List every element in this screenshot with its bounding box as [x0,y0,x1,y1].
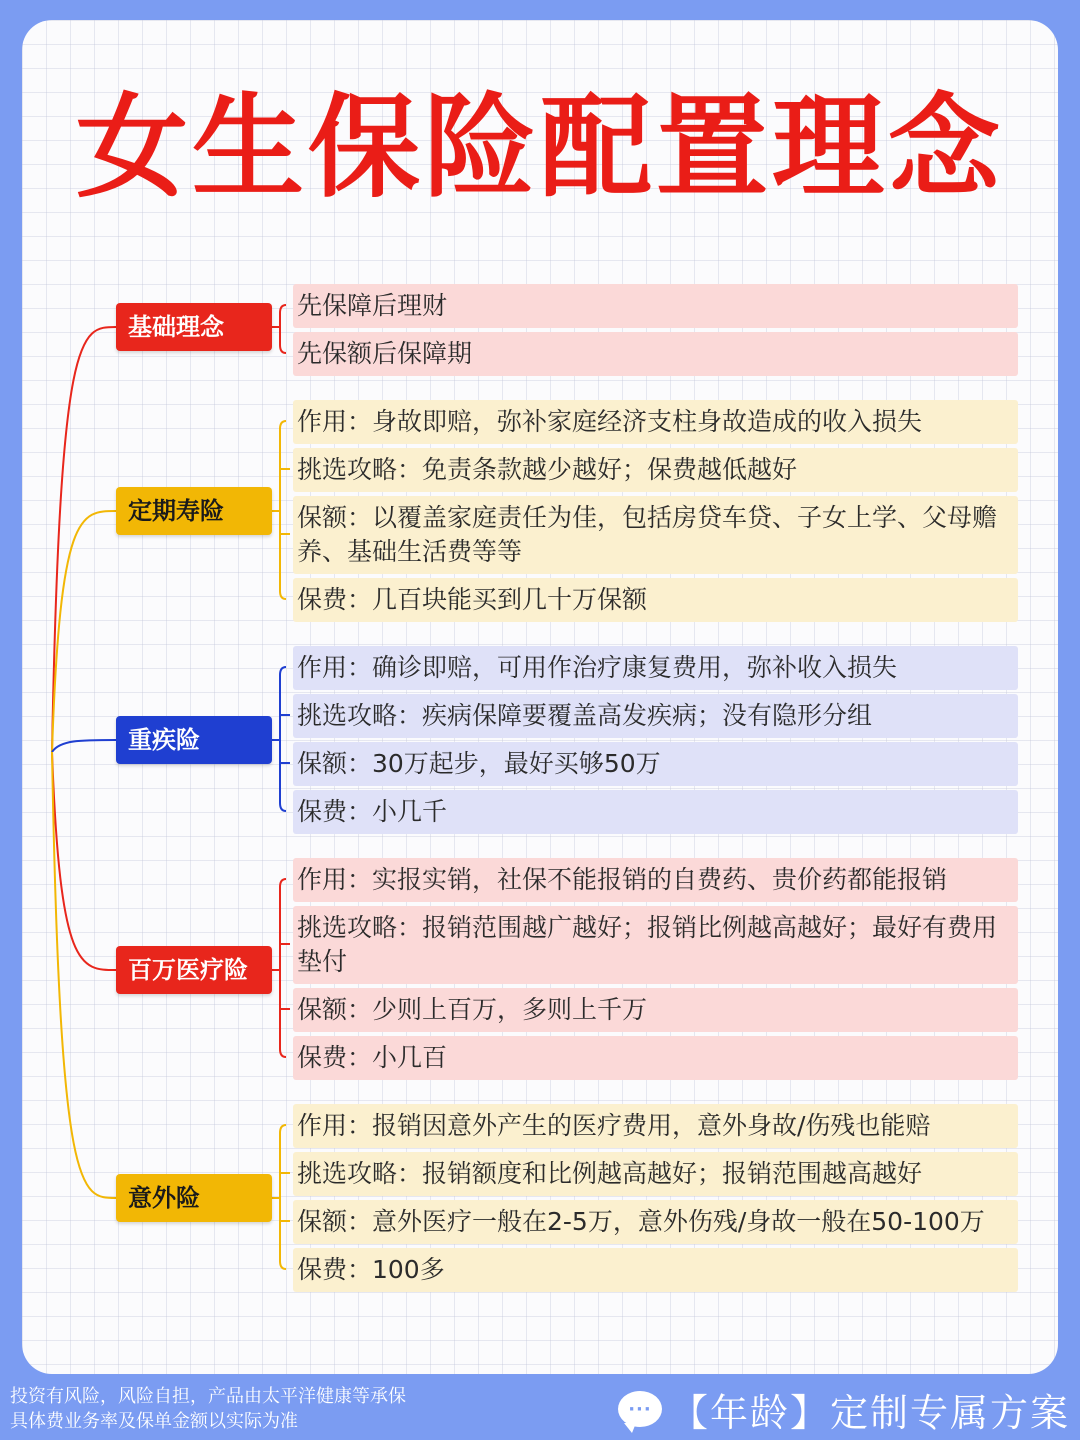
trunk-branch [52,752,116,970]
node-accident: 意外险 [116,1174,272,1222]
trunk-branch [52,740,116,752]
disclaimer-line: 投资有风险，风险自担，产品由太平洋健康等承保 [10,1386,406,1407]
critical-illness-row: 作用：确诊即赔，可用作治疗康复费用，弥补收入损失 [293,646,1018,690]
brand-banner [618,1384,1070,1434]
critical-illness-row: 挑选攻略：疾病保障要覆盖高发疾病；没有隐形分组 [293,694,1018,738]
chat-bubble-icon: ··· [618,1391,662,1427]
brand-text: 【年龄】定制专属方案 [669,1390,1070,1435]
accident-row: 挑选攻略：报销额度和比例越高越好；报销范围越高越好 [293,1152,1018,1196]
trunk-branch [52,327,116,752]
term-life-row: 保费：几百块能买到几十万保额 [293,578,1018,622]
accident-row: 保费：100多 [293,1248,1018,1292]
term-life-row: 作用：身故即赔，弥补家庭经济支柱身故造成的收入损失 [293,400,1018,444]
critical-illness-row: 保额：30万起步，最好买够50万 [293,742,1018,786]
medical-row: 挑选攻略：报销范围越广越好；报销比例越高越好；最好有费用垫付 [293,906,1018,984]
trunk-branch [52,511,116,752]
concept-row: 先保额后保障期 [293,332,1018,376]
bracket-branch [272,305,286,353]
trunk-branch [52,752,116,1198]
node-critical-illness: 重疾险 [116,716,272,764]
critical-illness-row: 保费：小几千 [293,790,1018,834]
node-term-life: 定期寿险 [116,487,272,535]
accident-row: 保额：意外医疗一般在2-5万，意外伤残/身故一般在50-100万 [293,1200,1018,1244]
medical-row: 作用：实报实销，社保不能报销的自费药、贵价药都能报销 [293,858,1018,902]
disclaimer-line: 具体费业务率及保单金额以实际为准 [10,1411,298,1432]
medical-row: 保费：小几百 [293,1036,1018,1080]
bracket-branch [272,879,286,1057]
node-basic-concept: 基础理念 [116,303,272,351]
concept-row: 先保障后理财 [293,284,1018,328]
term-life-row: 挑选攻略：免责条款越少越好；保费越低越好 [293,448,1018,492]
medical-row: 保额：少则上百万，多则上千万 [293,988,1018,1032]
node-medical: 百万医疗险 [116,946,272,994]
bracket-branch [272,667,286,811]
bracket-branch [272,1125,286,1269]
bracket-branch [272,421,286,599]
disclaimer [10,1384,406,1434]
accident-row: 作用：报销因意外产生的医疗费用，意外身故/伤残也能赔 [293,1104,1018,1148]
page-title: 女生保险配置理念 [76,83,1004,213]
term-life-row: 保额：以覆盖家庭责任为佳，包括房贷车贷、子女上学、父母赡养、基础生活费等等 [293,496,1018,574]
